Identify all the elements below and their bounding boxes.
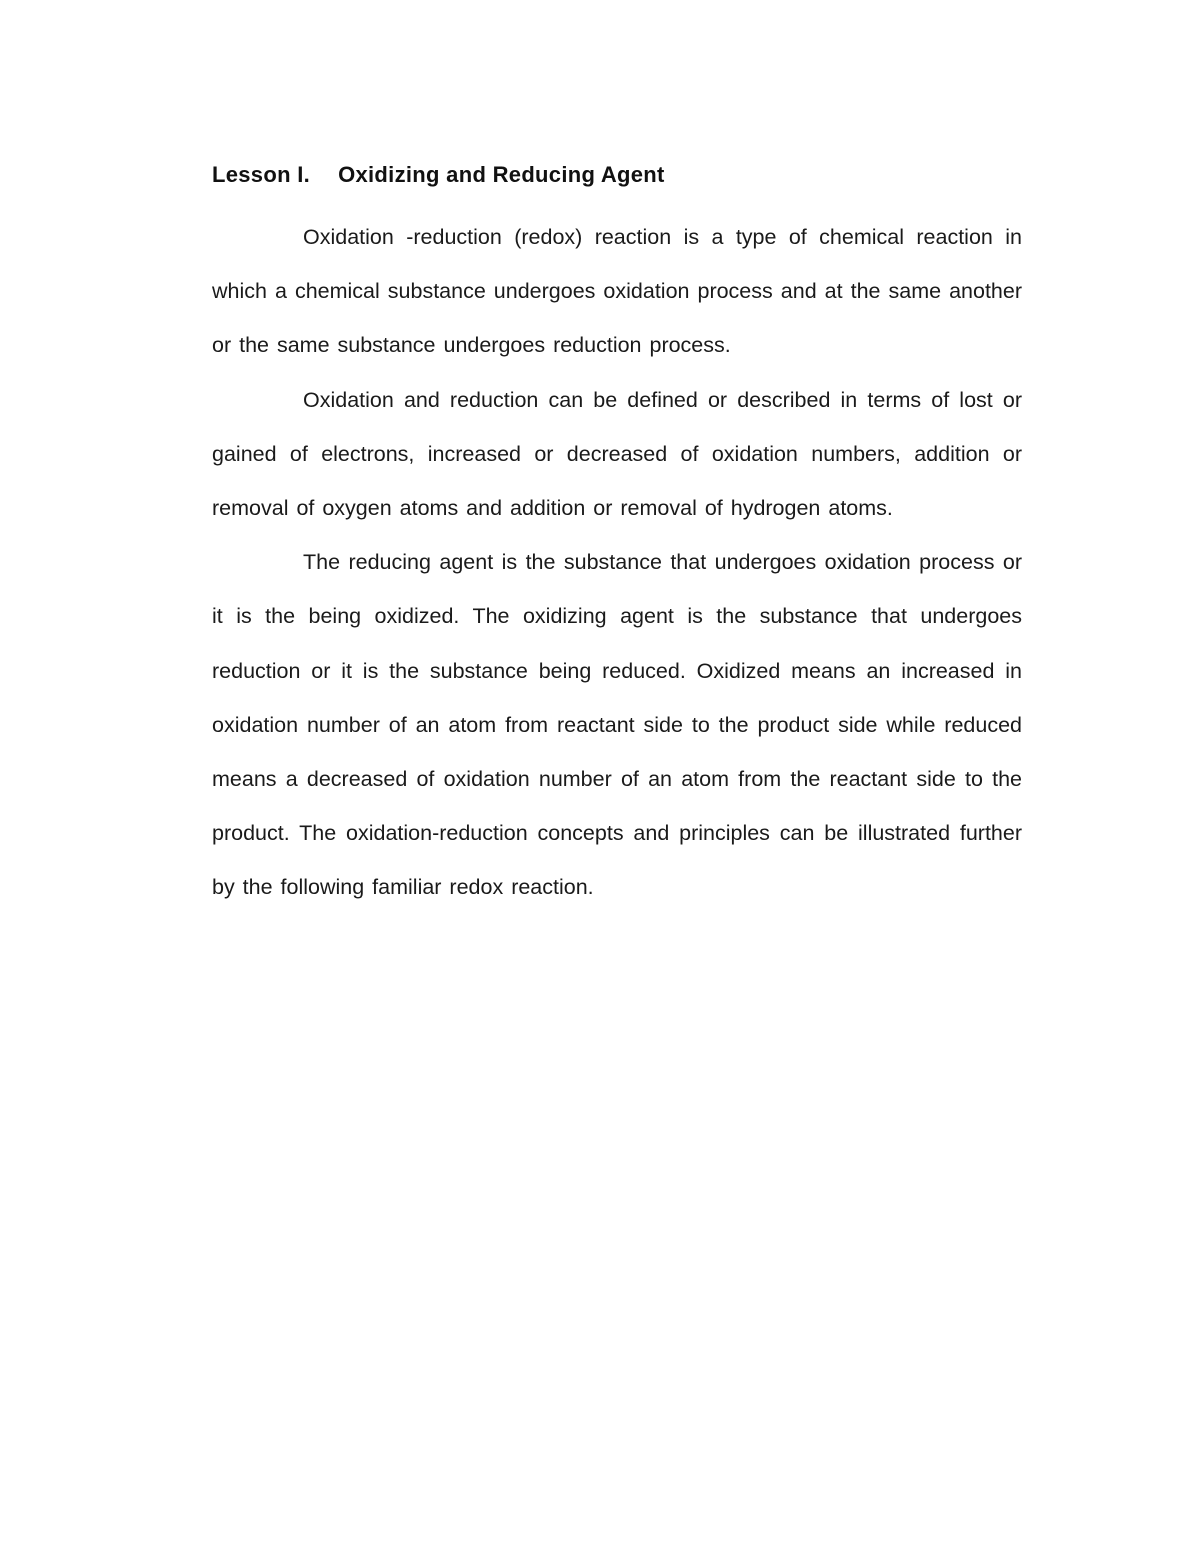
paragraph-reducing-oxidizing-agent: The reducing agent is the substance that undergoes oxidation process or it is the being oxidized. The oxidizing agent is the substance that undergoes reduction or it is the substance being reduced. Oxidized means an increased in oxidation number of an atom from reactant side to the product side while reduced means a decreased of oxidation number of an atom from the reactant side to the product. The oxidation-reduction concepts and principles can be illustrated further by the following familiar redox reaction. xyxy=(212,550,1022,900)
paragraph-oxidation-reduction-terms: Oxidation and reduction can be defined or described in terms of lost or gained of electrons, increased or decreased of oxidation numbers, addition or removal of oxygen atoms and addition or removal of hydrogen atoms. xyxy=(212,387,1022,521)
paragraph-redox-definition: Oxidation -reduction (redox) reaction is a type of chemical reaction in which a chemical substance undergoes oxidation process and at the same another or the same substance undergoes reduction process. xyxy=(212,225,1022,358)
lesson-title-text: Oxidizing and Reducing Agent xyxy=(338,162,665,187)
lesson-number: Lesson I. xyxy=(212,162,311,187)
lesson-title xyxy=(212,156,1022,194)
document-body xyxy=(212,156,1022,915)
